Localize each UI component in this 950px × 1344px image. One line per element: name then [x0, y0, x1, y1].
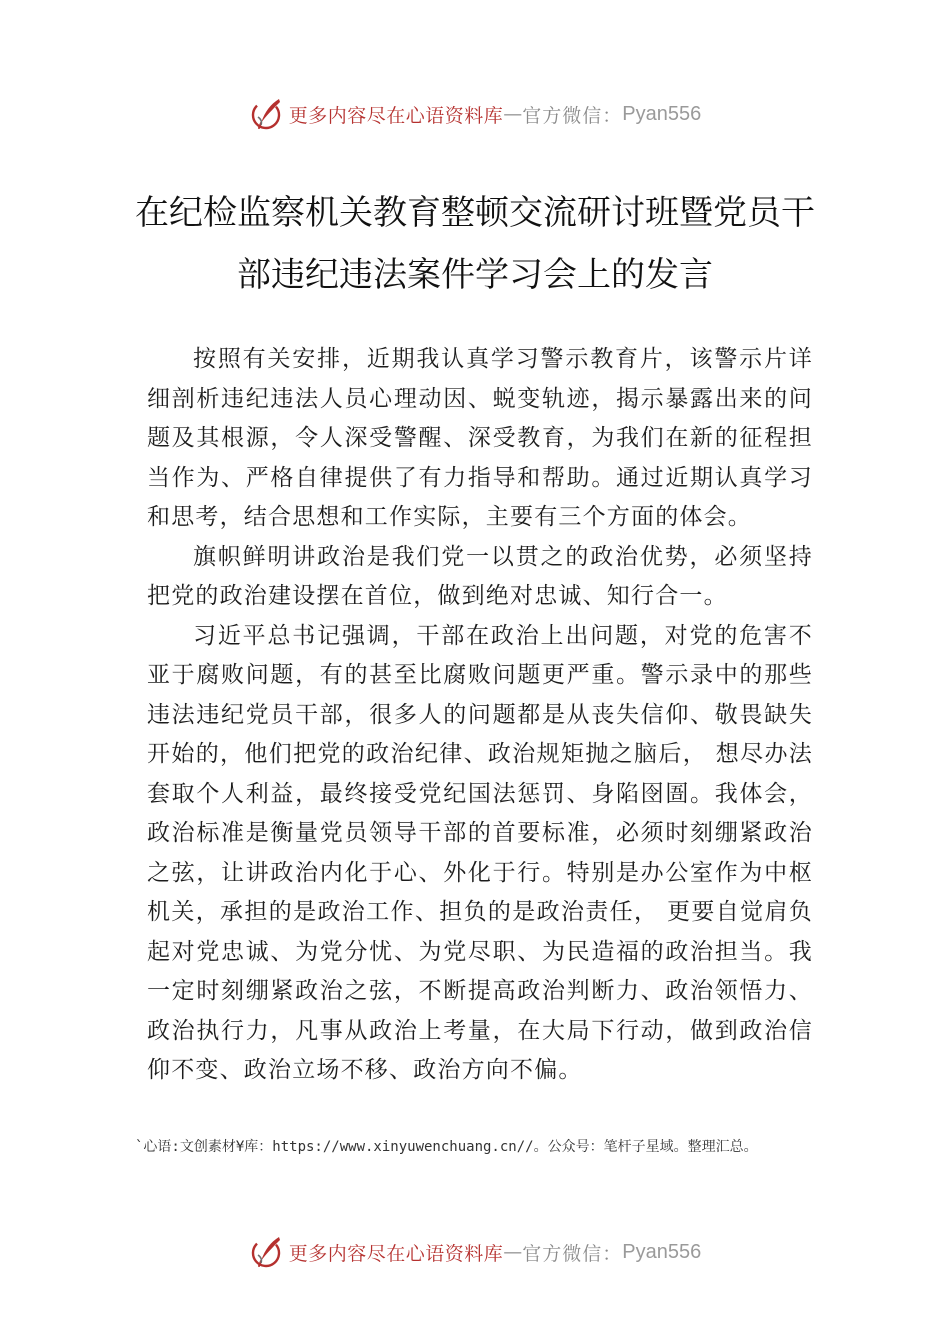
header-banner [0, 94, 950, 134]
banner-dash: — [503, 1241, 523, 1263]
banner-brand-text: 更多内容尽在心语资料库 [288, 1242, 504, 1265]
banner-dash: — [503, 103, 523, 125]
body-paragraph: 按照有关安排，近期我认真学习警示教育片，该警示片详细剖析违纪违法人员心理动因、蜕变轨迹，揭示暴露出来的问题及其根源，令人深受警醒、深受教育，为我们在新的征程担当作为、严格自律提供了有力指导和帮助。通过近期认真学习和思考，结合思想和工作实际，主要有三个方面的体会。 [147, 346, 813, 530]
banner-brand-text: 更多内容尽在心语资料库 [288, 104, 504, 127]
banner-wechat-label: 官方微信： [522, 104, 623, 127]
document-title: 在纪检监察机关教育整顿交流研讨班暨党员干部违纪违法案件学习会上的发言 [135, 193, 815, 295]
body-paragraph: 习近平总书记强调，干部在政治上出问题，对党的危害不亚于腐败问题，有的甚至比腐败问题更严重。警示录中的那些违法违纪党员干部，很多人的问题都是从丧失信仰、敬畏缺失开始的，他们把党的政治纪律、政治规矩抛之脑后， 想尽办法套取个人利益，最终接受党纪国法惩罚、身陷囹圄。我体会，政治标准是衡量党员领导干部的首要标准，必须时刻绷紧政治之弦，让讲政治内化于心、外化于行。特别是办公室作为中枢机关，承担的是政治工作、担负的是政治责任， 更要自觉肩负起对党忠诚、为党分忧、为党尽职、为民造福的政治担当。我一定时刻绷紧政治之弦，不断提高政治判断力、政治领悟力、政治执行力，凡事从政治上考量，在大局下行动，做到政治信仰不变、政治立场不移、政治方向不偏。 [147, 622, 813, 1083]
quill-logo-icon [249, 96, 285, 132]
banner-wechat-id: Pyan556 [622, 102, 702, 125]
banner-wechat-id: Pyan556 [622, 1240, 702, 1263]
footer-banner [0, 1232, 950, 1272]
source-footnote: `心语:文创素材¥库：https://www.xinyuwenchuang.cn//。公众号：笔杆子星域。整理汇总。 [135, 1139, 758, 1155]
banner-wechat-label: 官方微信： [522, 1242, 623, 1265]
body-paragraph: 旗帜鲜明讲政治是我们党一以贯之的政治优势，必须坚持把党的政治建设摆在首位，做到绝对忠诚、知行合一。 [147, 543, 813, 609]
document-body [147, 340, 813, 1091]
quill-logo-icon [249, 1234, 285, 1270]
